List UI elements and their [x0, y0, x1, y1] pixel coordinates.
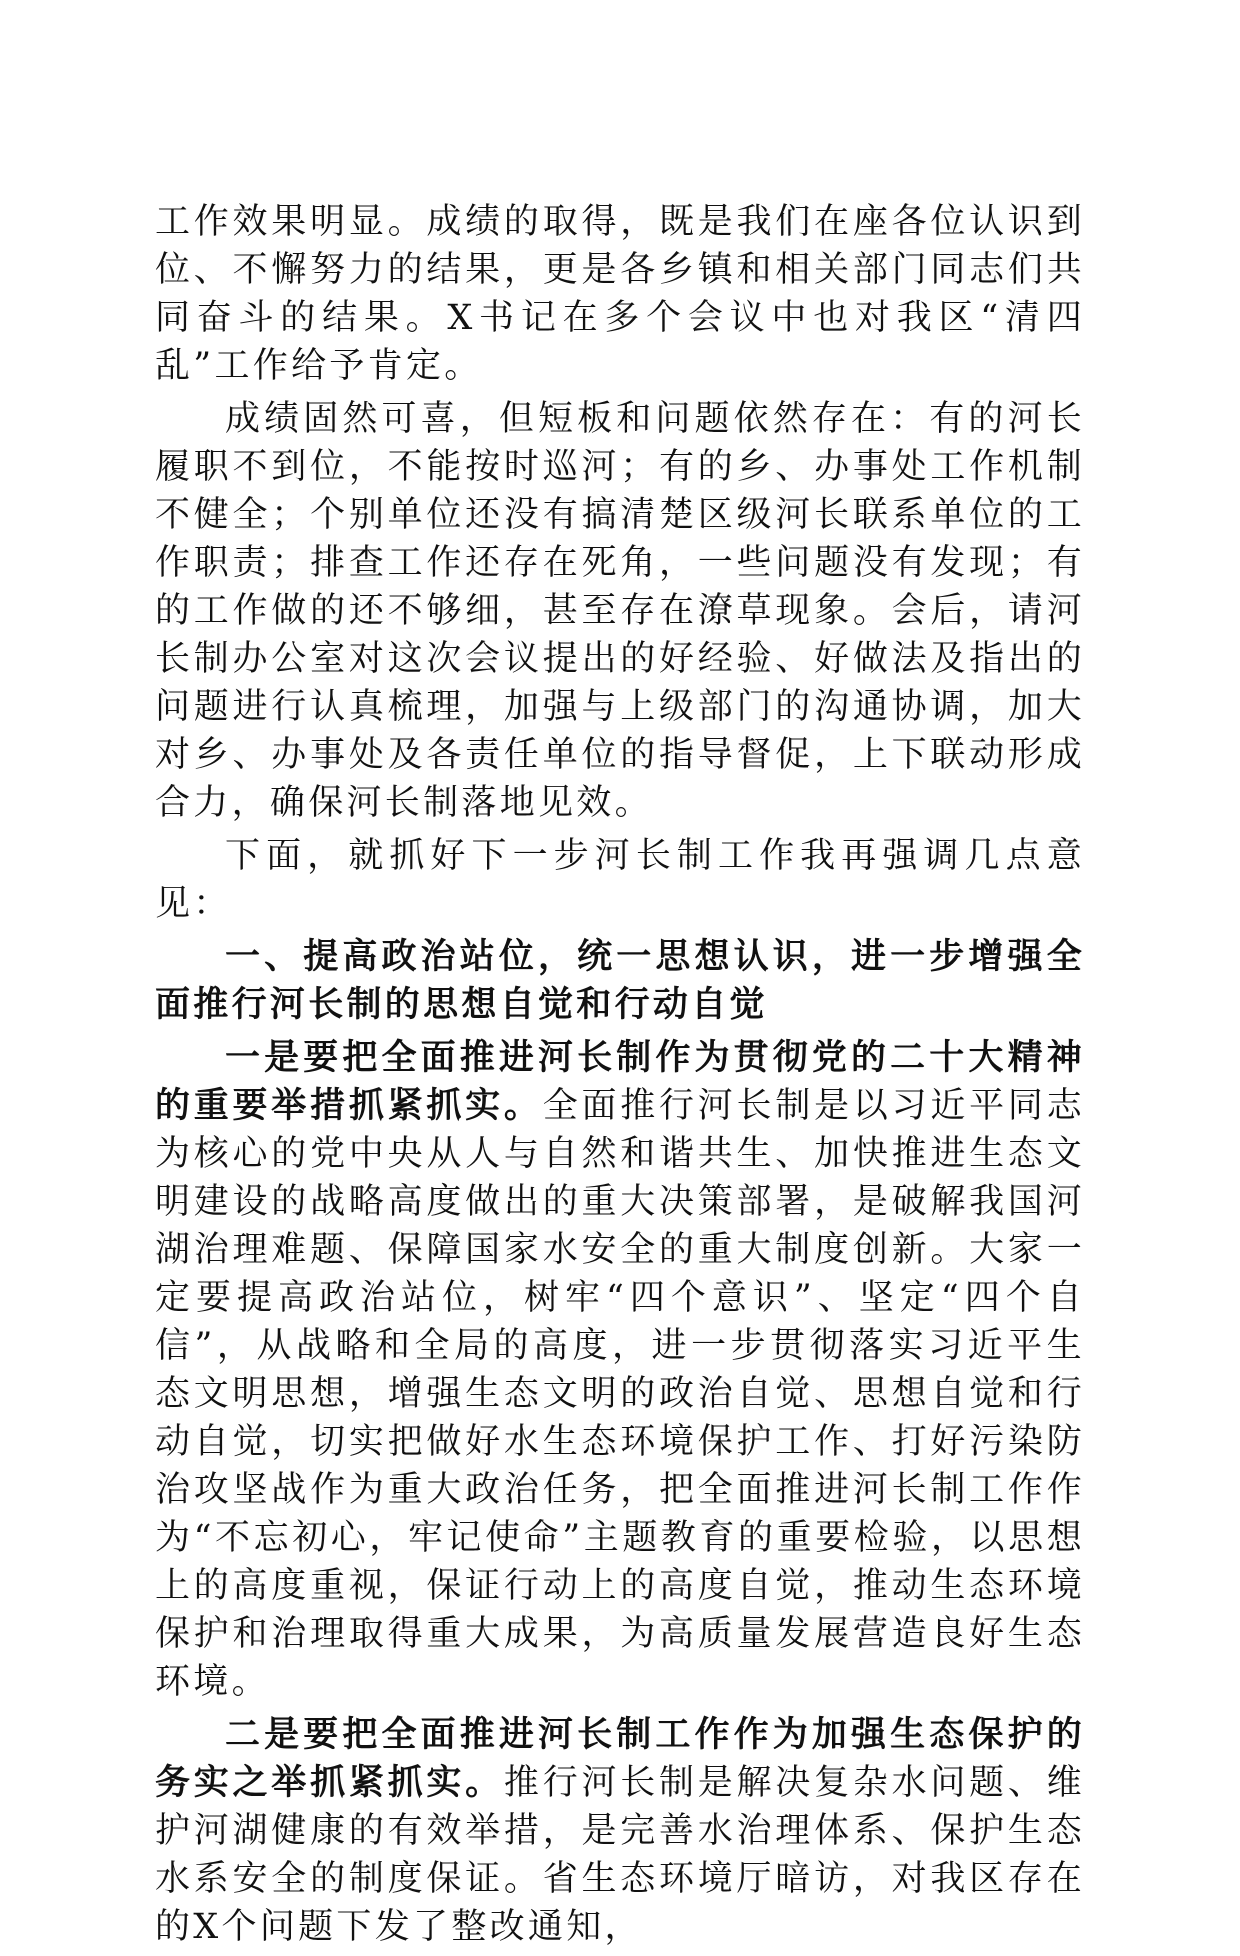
point-2-text: 推行河长制是解决复杂水问题、维护河湖健康的有效举措，是完善水治理体系、保护生态水系安全的制度保证。省生态环境厅暗访，对我区存在的X个问题下发了整改通知，	[155, 1763, 1085, 1947]
document-body	[155, 198, 1085, 1956]
paragraph-intro-points: 下面，就抓好下一步河长制工作我再强调几点意见：	[155, 836, 1085, 924]
paragraph-point-2	[155, 1711, 1085, 1951]
paragraph-shortcomings: 成绩固然可喜，但短板和问题依然存在：有的河长履职不到位，不能按时巡河；有的乡、办事处工作机制不健全；个别单位还没有搞清楚区级河长联系单位的工作职责；排查工作还存在死角，一些问题没有发现；有的工作做的还不够细，甚至存在潦草现象。会后，请河长制办公室对这次会议提出的好经验、好做法及指出的问题进行认真梳理，加强与上级部门的沟通协调，加大对乡、办事处及各责任单位的指导督促，上下联动形成合力，确保河长制落地见效。	[155, 399, 1085, 823]
point-1-lead: 一是要把全面推进河长制作为贯彻党的二十大精神的重要举措抓紧抓实。	[155, 1037, 1085, 1126]
point-2-lead: 二是要把全面推进河长制工作作为加强生态保护的务实之举抓紧抓实。	[155, 1714, 1085, 1803]
paragraph-continuation: 工作效果明显。成绩的取得，既是我们在座各位认识到位、不懈努力的结果，更是各乡镇和相关部门同志们共同奋斗的结果。X书记在多个会议中也对我区“清四乱”工作给予肯定。	[155, 202, 1085, 386]
paragraph-point-1	[155, 1034, 1085, 1706]
section-heading-1: 一、提高政治站位，统一思想认识，进一步增强全面推行河长制的思想自觉和行动自觉	[155, 936, 1085, 1025]
point-1-text: 全面推行河长制是以习近平同志为核心的党中央从人与自然和谐共生、加快推进生态文明建设的战略高度做出的重大决策部署，是破解我国河湖治理难题、保障国家水安全的重大制度创新。大家一定要提高政治站位，树牢“四个意识”、坚定“四个自信”，从战略和全局的高度，进一步贯彻落实习近平生态文明思想，增强生态文明的政治自觉、思想自觉和行动自觉，切实把做好水生态环境保护工作、打好污染防治攻坚战作为重大政治任务，把全面推进河长制工作作为“不忘初心，牢记使命”主题教育的重要检验，以思想上的高度重视，保证行动上的高度自觉，推动生态环境保护和治理取得重大成果，为高质量发展营造良好生态环境。	[155, 1086, 1085, 1702]
